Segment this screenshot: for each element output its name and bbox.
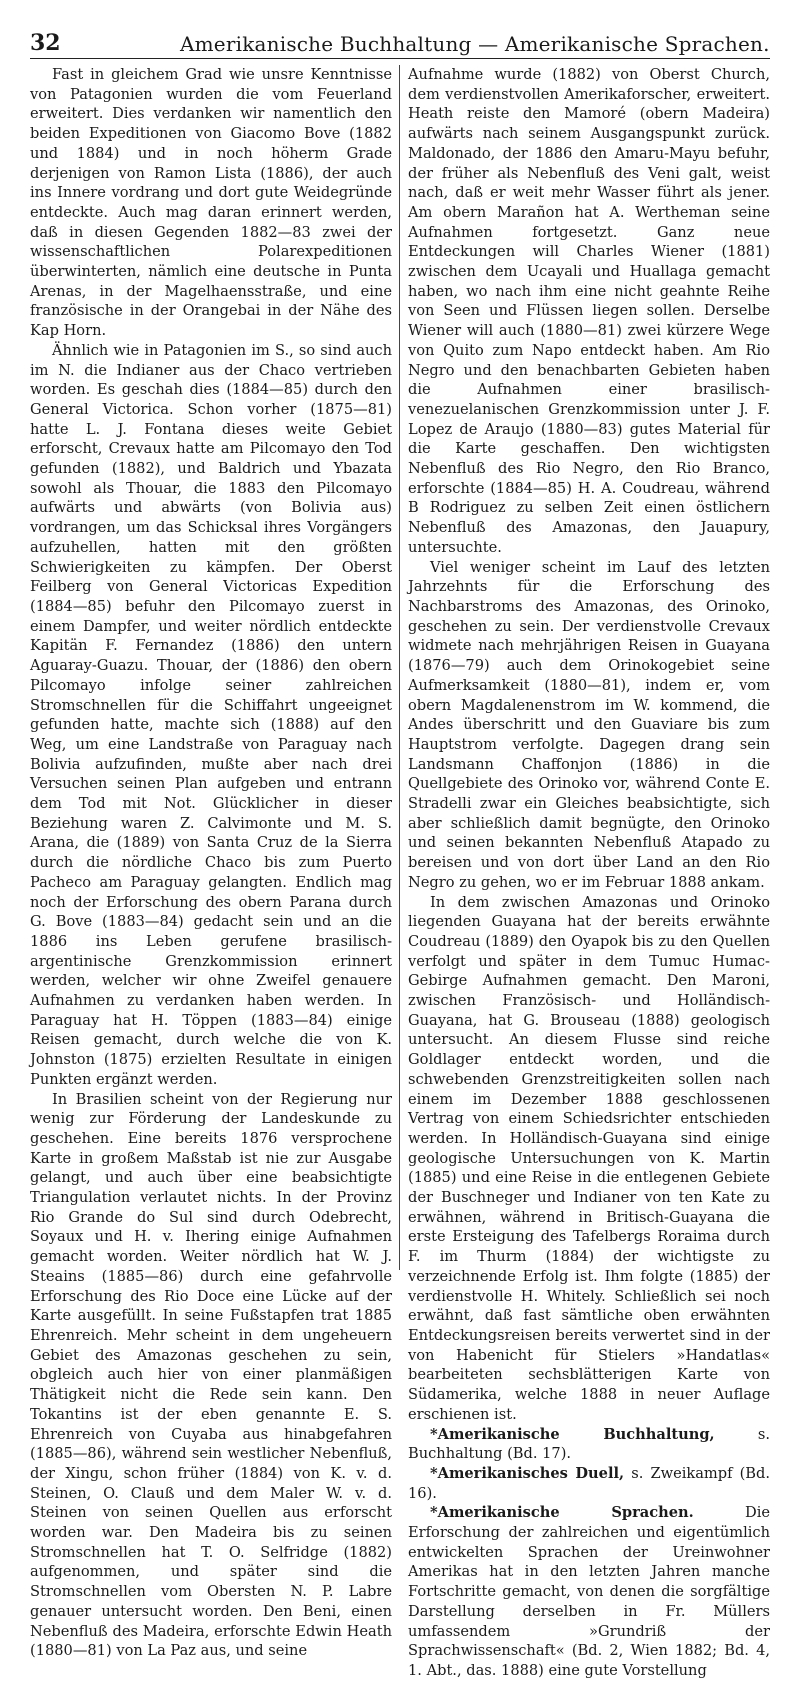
page-header [30, 30, 770, 59]
entry-reference: s. Zweikampf (Bd. 16). [408, 1464, 770, 1502]
entry-headword: *Amerikanische Sprachen. [430, 1504, 694, 1522]
running-title: Amerikanische Buchhaltung — Amerikanische Sprachen. [180, 32, 770, 56]
page-number: 32 [30, 30, 61, 56]
paragraph-amazonas: Aufnahme wurde (1882) von Oberst Church, dem verdienstvollen Amerikaforscher, erweitert. Heath reiste den Mamoré (obern Madeira) aufwärts nach seinem Ausgangspunkt zurück. Maldonado, der 1886 den Amaru-Mayu befuhr, der früher als Nebenfluß des Veni galt, weist nach, daß er weit mehr Wasser führt als jener. Am obern Marañon hat A. Wertheman seine Aufnahmen fortgesetzt. Ganz neue Entdeckungen will Charles Wiener (1881) zwischen dem Ucayali und Huallaga gemacht haben, wo nach ihm eine nicht geahnte Reihe von Seen und Flüssen liegen sollen. Derselbe Wiener will auch (1880—81) zwei kürzere Wege von Quito zum Napo entdeckt haben. Am Rio Negro und den benachbarten Gebieten haben die Aufnahmen einer brasilisch-venezuelanischen Grenzkommission unter J. F. Lopez de Araujo (1880—83) gutes Material für die Karte geschaffen. Den wichtigsten Nebenfluß des Rio Negro, den Rio Branco, erforschte (1884—85) H. A. Coudreau, während B Rodriguez zu selben Zeit einen östlichern Nebenfluß des Amazonas, den Jauapury, untersuchte. [408, 66, 770, 556]
entry-duell [408, 1464, 770, 1503]
left-column [30, 65, 392, 1660]
entry-buchhaltung [408, 1425, 770, 1464]
text-columns [30, 65, 771, 1679]
paragraph-brasilien: In Brasilien scheint von der Regierung nur wenig zur Förderung der Landeskunde zu geschehen. Eine bereits 1876 versprochene Karte in großem Maßstab ist nie zur Ausgabe gelangt, und auch über eine beabsichtigte Triangulation verlautet nichts. In der Provinz Rio Grande do Sul sind durch Odebrecht, Soyaux und H. v. Ihering einige Aufnahmen gemacht worden. Weiter nördlich hat W. J. Steains (1885—86) durch eine gefahrvolle Erforschung des Rio Doce eine Lücke auf der Karte ausgefüllt. In seine Fußstapfen trat 1885 Ehrenreich. Mehr scheint in dem ungeheuern Gebiet des Amazonas geschehen zu sein, obgleich auch hier von einer planmäßigen Thätigkeit nicht die Rede sein kann. Den Tokantins ist der eben genannte E. S. Ehrenreich von Cuyaba aus hinabgefahren (1885—86), während sein westlicher Nebenfluß, der Xingu, schon früher (1884) von K. v. d. Steinen, O. Clauß und dem Maler W. v. d. Steinen von seinen Quellen aus erforscht worden war. Den Madeira bis zu seinen Stromschnellen hat T. O. Selfridge (1882) aufgenommen, und später sind die Stromschnellen vom Obersten N. P. Labre genauer untersucht worden. Den Beni, einen Nebenfluß des Madeira, erforschte Edwin Heath (1880—81) von La Paz aus, und seine [30, 1090, 392, 1660]
right-column [408, 65, 771, 1679]
entry-headword: *Amerikanische Buchhaltung, [430, 1425, 715, 1443]
paragraph-feuerland: Fast in gleichem Grad wie unsre Kenntnisse von Patagonien wurden die vom Feuerland erweitert. Dies verdanken wir namentlich den beiden Expeditionen von Giacomo Bove (1882 und 1884) und in noch höherm Grade derjenigen von Ramon Lista (1886), der auch ins Innere vordrang und dort gute Weidegründe entdeckte. Auch mag daran erinnert werden, daß in diesen Gegenden 1882—83 zwei der wissenschaftlichen Polarexpeditionen überwinterten, nämlich eine deutsche in Punta Arenas, in der Magelhaensstraße, und eine französische in der Orangebai in der Nähe des Kap Horn. [30, 66, 392, 340]
entry-sprachen [408, 1503, 770, 1680]
entry-reference: s. Buchhaltung (Bd. 17). [408, 1425, 771, 1463]
paragraph-guayana: In dem zwischen Amazonas und Orinoko liegenden Guayana hat der bereits erwähnte Coudreau (1889) den Oyapok bis zu den Quellen verfolgt und später in dem Tumuc Humac-Gebirge Aufnahmen gemacht. Den Maroni, zwischen Französisch- und Holländisch-Guayana, hat G. Brouseau (1888) geologisch untersucht. An diesem Flusse sind reiche Goldlager entdeckt worden, und die schwebenden Grenzstreitigkeiten sollen nach einem im Dezember 1888 geschlossenen Vertrag von einem Schiedsrichter entschieden werden. In Holländisch-Guayana sind einige geologische Untersuchungen von K. Martin (1885) und eine Reise in die entlegenen Gebiete der Buschneger und Indianer von ten Kate zu erwähnen, während in Britisch-Guayana die erste Ersteigung des Tafelbergs Roraima durch F. im Thurm (1884) der wichtigste zu verzeichnende Erfolg ist. Ihm folgte (1885) der verdienstvolle H. Whitely. Schließlich sei noch erwähnt, daß fast sämtliche oben erwähnten Entdeckungsreisen bereits verwertet sind in der von Habenicht für Stielers »Handatlas« bearbeiteten sechsblätterigen Karte von Südamerika, welche 1888 in neuer Auflage erschienen ist. [408, 893, 770, 1423]
paragraph-chaco: Ähnlich wie in Patagonien im S., so sind auch im N. die Indianer aus der Chaco vertrieben worden. Es geschah dies (1884—85) durch den General Victorica. Schon vorher (1875—81) hatte L. J. Fontana dieses weite Gebiet erforscht, Crevaux hatte am Pilcomayo den Tod gefunden (1882), und Baldrich und Ybazata sowohl als Thouar, die 1883 den Pilcomayo aufwärts und abwärts (von Bolivia aus) vordrangen, um das Schicksal ihres Vorgängers aufzuhellen, hatten mit den größten Schwierigkeiten zu kämpfen. Der Oberst Feilberg von General Victoricas Expedition (1884—85) befuhr den Pilcomayo zuerst in einem Dampfer, und weiter nördlich entdeckte Kapitän F. Fernandez (1886) den untern Aguaray-Guazu. Thouar, der (1886) den obern Pilcomayo infolge seiner zahlreichen Stromschnellen für die Schiffahrt ungeeignet gefunden hatte, machte sich (1888) auf den Weg, um eine Landstraße von Paraguay nach Bolivia aufzufinden, mußte aber nach drei Versuchen seinen Plan aufgeben und entrann dem Tod mit Not. Glücklicher in dieser Beziehung waren Z. Calvimonte und M. S. Arana, die (1889) von Santa Cruz de la Sierra durch die nördliche Chaco bis zum Puerto Pacheco am Paraguay gelangten. Endlich mag noch der Erforschung des obern Parana durch G. Bove (1883—84) gedacht sein und an die 1886 ins Leben gerufene brasilisch-argentinische Grenzkommission erinnert werden, welcher wir ohne Zweifel genauere Aufnahmen zu verdanken haben werden. In Paraguay hat H. Töppen (1883—84) einige Reisen gemacht, durch welche die von K. Johnston (1875) erzielten Resultate in einigen Punkten ergänzt werden. [30, 341, 392, 1088]
paragraph-orinoko: Viel weniger scheint im Lauf des letzten Jahrzehnts für die Erforschung des Nachbarstroms des Amazonas, des Orinoko, geschehen zu sein. Der verdienstvolle Crevaux widmete nach mehrjährigen Reisen in Guayana (1876—79) auch dem Orinokogebiet seine Aufmerksamkeit (1880—81), indem er, vom obern Magdalenenstrom im W. kommend, die Andes überschritt und den Guaviare bis zum Hauptstrom verfolgte. Dagegen drang sein Landsmann Chaffonjon (1886) in die Quellgebiete des Orinoko vor, während Conte E. Stradelli zwar ein Gleiches beabsichtigte, sich aber schließlich damit begnügte, den Orinoko und seinen bekannten Nebenfluß Atapado zu bereisen und von dort über Land an den Rio Negro zu gehen, wo er im Februar 1888 ankam. [408, 558, 770, 891]
entry-headword: *Amerikanisches Duell, [430, 1464, 625, 1482]
entry-body: Die Erforschung der zahlreichen und eigentümlich entwickelten Sprachen der Ureinwohner Amerikas hat in den letzten Jahren manche Fortschritte gemacht, von denen die sorgfältige Darstellung derselben in Fr. Müllers umfassendem »Grundriß der Sprachwissenschaft« (Bd. 2, Wien 1882; Bd. 4, 1. Abt., das. 1888) eine gute Vorstellung [408, 1504, 771, 1679]
